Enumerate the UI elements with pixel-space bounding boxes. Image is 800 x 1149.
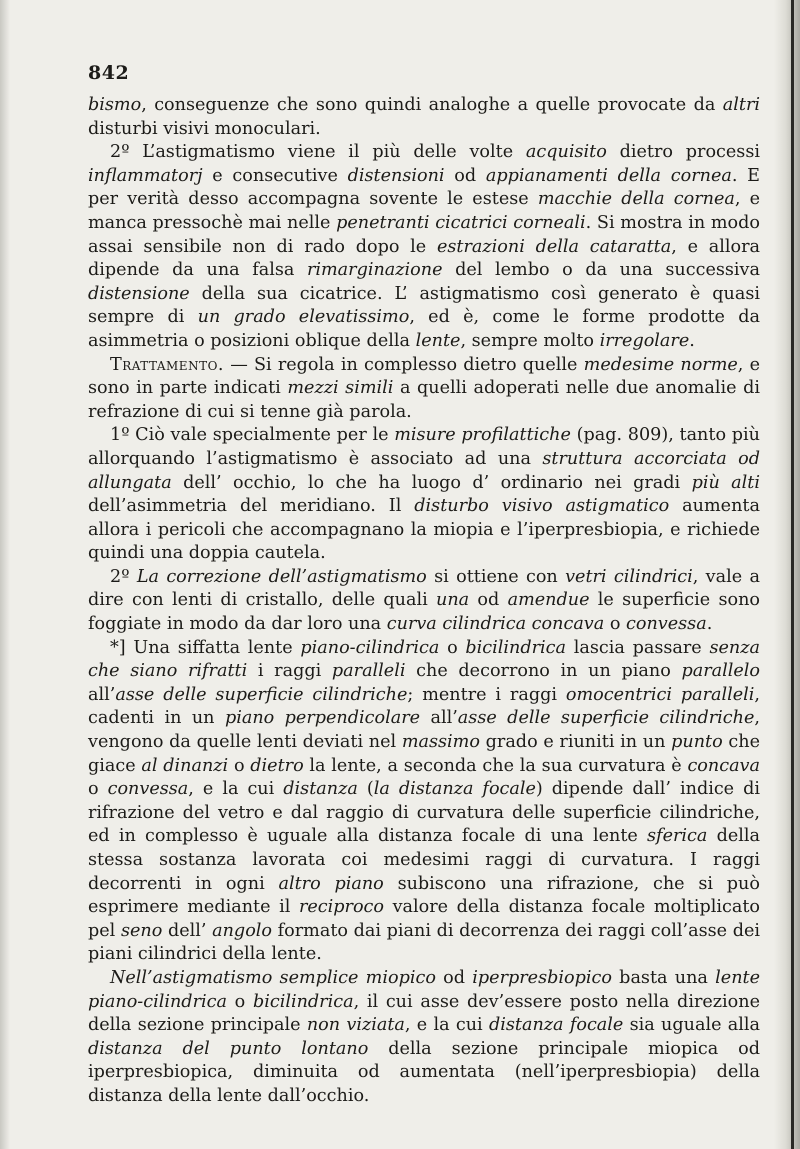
emphasized-text: senza che siano rifratti	[88, 637, 760, 682]
text-run: basta una	[611, 967, 716, 988]
text-run: *] Una siffatta lente	[110, 637, 301, 658]
text-run: , e la cui	[188, 779, 284, 800]
emphasized-text: medesime norme	[583, 354, 738, 375]
emphasized-text: estrazioni della cataratta	[436, 236, 672, 257]
text-run: le superficie sono foggiate in modo da dar loro una	[88, 590, 760, 635]
emphasized-text: la distanza focale	[373, 779, 536, 800]
text-run: 2º L’astigmatismo viene il più delle volte	[110, 142, 526, 163]
text-run: (pag. 809), tanto più allorquando l’astigmatismo è associato ad una	[88, 425, 760, 469]
text-run: o	[604, 614, 627, 635]
emphasized-text: irregolare	[599, 330, 690, 351]
text-run: , e la cui	[404, 1015, 489, 1036]
paragraph-p4	[88, 424, 760, 566]
page-left-shadow	[0, 0, 10, 1149]
emphasized-text: vetri cilindrici	[565, 566, 693, 587]
paragraph-p5	[88, 566, 760, 637]
emphasized-text: seno	[120, 920, 163, 941]
text-run: i raggi	[247, 661, 332, 682]
text-run: , conseguenze che sono quindi analoghe a quelle provocate da	[141, 95, 723, 115]
emphasized-text: distensione	[88, 283, 190, 304]
text-run: sia uguale alla	[623, 1015, 761, 1036]
emphasized-text: convessa	[626, 614, 707, 635]
text-run: la lente, a seconda che la sua curvatura è	[303, 755, 688, 776]
emphasized-text: reciproco	[298, 897, 384, 918]
emphasized-text: distanza focale	[488, 1015, 624, 1036]
emphasized-text: mezzi simili	[287, 378, 394, 399]
emphasized-text: distanza	[283, 779, 358, 800]
emphasized-text: curva cilindrica concava	[386, 614, 605, 635]
emphasized-text: macchie della cornea	[537, 189, 735, 210]
text-run: , e manca pressochè mai nelle	[88, 189, 760, 233]
emphasized-text: più alti	[691, 472, 760, 493]
emphasized-text: penetranti cicatrici corneali	[336, 212, 586, 233]
text-run: . Si mostra in modo assai sensibile non di rado dopo le	[88, 212, 760, 257]
emphasized-text: dietro	[250, 755, 304, 776]
paragraph-p3	[88, 354, 760, 425]
emphasized-text: asse delle superficie cilindriche	[457, 708, 755, 729]
emphasized-text: parallelo	[681, 661, 760, 682]
text-run: o	[228, 755, 251, 776]
text-run: , e sono in parte indicati	[88, 354, 760, 399]
text-run: grado e riuniti in un	[479, 732, 672, 753]
text-run: della stessa sostanza lavorata coi medesimi raggi di curvatura. I raggi decorrenti in ogni	[88, 826, 760, 894]
emphasized-text: disturbo visivo astigmatico	[414, 496, 670, 517]
text-run: .	[706, 614, 713, 635]
text-run: — Si regola in complesso dietro quelle	[224, 354, 584, 375]
emphasized-text: omocentrici paralleli	[565, 684, 755, 705]
text-run: che giace	[88, 732, 760, 776]
emphasized-text: inflammatorj	[88, 165, 203, 186]
body-text	[88, 94, 760, 1109]
text-run: o	[226, 991, 253, 1012]
emphasized-text: concava	[687, 755, 760, 776]
emphasized-text: convessa	[107, 779, 189, 800]
text-run: subiscono una rifrazione, che si può esprimere mediante il	[88, 873, 760, 918]
page-number: 842	[88, 62, 130, 84]
text-run: o	[88, 779, 108, 800]
emphasized-text: non viziata	[306, 1015, 405, 1036]
page-gutter-edge	[774, 0, 800, 1149]
text-run: . E per verità desso accompagna sovente le estese	[88, 165, 760, 210]
emphasized-text: bismo	[88, 95, 142, 115]
text-run: od	[435, 967, 473, 988]
text-run: , e allora dipende da una falsa	[88, 236, 760, 281]
paragraph-p7	[88, 967, 760, 1109]
text-run: lascia passare	[566, 637, 710, 658]
text-run: e consecutive	[202, 165, 348, 186]
emphasized-text: asse delle superficie cilindriche	[115, 684, 408, 705]
text-run: , vale a dire con lenti di cristallo, delle quali	[88, 566, 760, 611]
emphasized-text: amendue	[507, 590, 590, 611]
text-run: formato dai piani di decorrenza dei raggi coll’asse dei piani cilindrici della lente.	[88, 920, 760, 965]
text-run: valore della distanza focale moltiplicato pel	[88, 897, 760, 941]
text-run: si ottiene con	[426, 566, 566, 587]
text-run: .	[689, 330, 695, 351]
emphasized-text: Nell’astigmatismo semplice miopico	[110, 967, 436, 988]
text-run: dell’asimmetria del meridiano. Il	[88, 496, 415, 517]
text-run: disturbi visivi monoculari.	[88, 118, 321, 139]
text-run: ; mentre i raggi	[407, 684, 566, 705]
emphasized-text: iperpresbiopico	[472, 967, 612, 988]
emphasized-text: altro piano	[278, 873, 384, 894]
emphasized-text: una	[436, 590, 470, 611]
emphasized-text: un grado elevatissimo	[197, 307, 410, 328]
text-run: dell’	[162, 920, 213, 941]
section-heading: Trattamento.	[110, 354, 225, 375]
text-run: aumenta allora i pericoli che accompagnano la miopia e l’iperpresbiopia, e richiede quindi una doppia cautela.	[88, 496, 760, 564]
text-run: dell’ occhio, lo che ha luogo d’ ordinario nei gradi	[171, 472, 692, 493]
emphasized-text: acquisito	[525, 142, 607, 163]
emphasized-text: misure profilattiche	[394, 425, 571, 446]
text-run: dietro processi	[606, 142, 760, 163]
text-run: che decorrono in un piano	[405, 661, 682, 682]
emphasized-text: angolo	[212, 920, 273, 941]
emphasized-text: sferica	[647, 826, 708, 847]
text-run: , il cui asse dev’essere posto nella direzione della sezione principale	[88, 991, 760, 1036]
text-run: del lembo o da una successiva	[442, 260, 760, 281]
text-run: od	[469, 590, 508, 611]
text-run: della sezione principale miopica od iperpresbiopica, diminuita od aumentata (nell’iperpresbiopia) della distanza della lente dall’occhio.	[88, 1038, 760, 1106]
emphasized-text: piano-cilindrica	[300, 637, 440, 658]
text-run: ) dipende dall’ indice di rifrazione del vetro e dal raggio di curvatura delle superficie cilindriche, ed in complesso è uguale alla distanza focale di una lente	[88, 779, 760, 847]
text-run: o	[439, 637, 466, 658]
text-run: a quelli adoperati nelle due anomalie di refrazione di cui si tenne già parola.	[88, 378, 760, 422]
paragraph-p6	[88, 637, 760, 967]
emphasized-text: piano perpendicolare	[224, 708, 421, 729]
emphasized-text: massimo	[401, 732, 480, 753]
emphasized-text: lente	[415, 330, 461, 351]
emphasized-text: La correzione dell’astigmatismo	[136, 566, 427, 587]
text-run: od	[444, 165, 486, 186]
emphasized-text: distanza del punto lontano	[88, 1038, 369, 1059]
text-run: 1º Ciò vale specialmente per le	[110, 425, 395, 446]
emphasized-text: distensioni	[347, 165, 445, 186]
paragraph-p1	[88, 94, 760, 141]
emphasized-text: lente piano-cilindrica	[88, 967, 761, 1012]
text-run: , ed è, come le forme prodotte da asimmetria o posizioni oblique della	[88, 307, 760, 351]
emphasized-text: bicilindrica	[465, 637, 567, 658]
emphasized-text: appianamenti della cornea	[485, 165, 732, 186]
text-run: , cadenti in un	[88, 684, 761, 729]
text-run: (	[357, 779, 374, 800]
emphasized-text: paralleli	[331, 661, 406, 682]
text-run: , vengono da quelle lenti deviati nel	[88, 708, 760, 753]
emphasized-text: bicilindrica	[252, 991, 354, 1012]
text-run: 2º	[110, 566, 137, 587]
text-run: all’	[420, 708, 458, 729]
emphasized-text: altri	[722, 95, 760, 115]
text-run: all’	[88, 684, 116, 705]
emphasized-text: struttura accorciata od allungata	[88, 448, 760, 493]
emphasized-text: punto	[671, 732, 723, 753]
emphasized-text: al dinanzi	[141, 755, 229, 776]
paragraph-p2	[88, 141, 760, 353]
text-run: della sua cicatrice. L’ astigmatismo così generato è quasi sempre di	[88, 283, 760, 328]
emphasized-text: rimarginazione	[306, 260, 443, 281]
text-run: , sempre molto	[460, 330, 600, 351]
